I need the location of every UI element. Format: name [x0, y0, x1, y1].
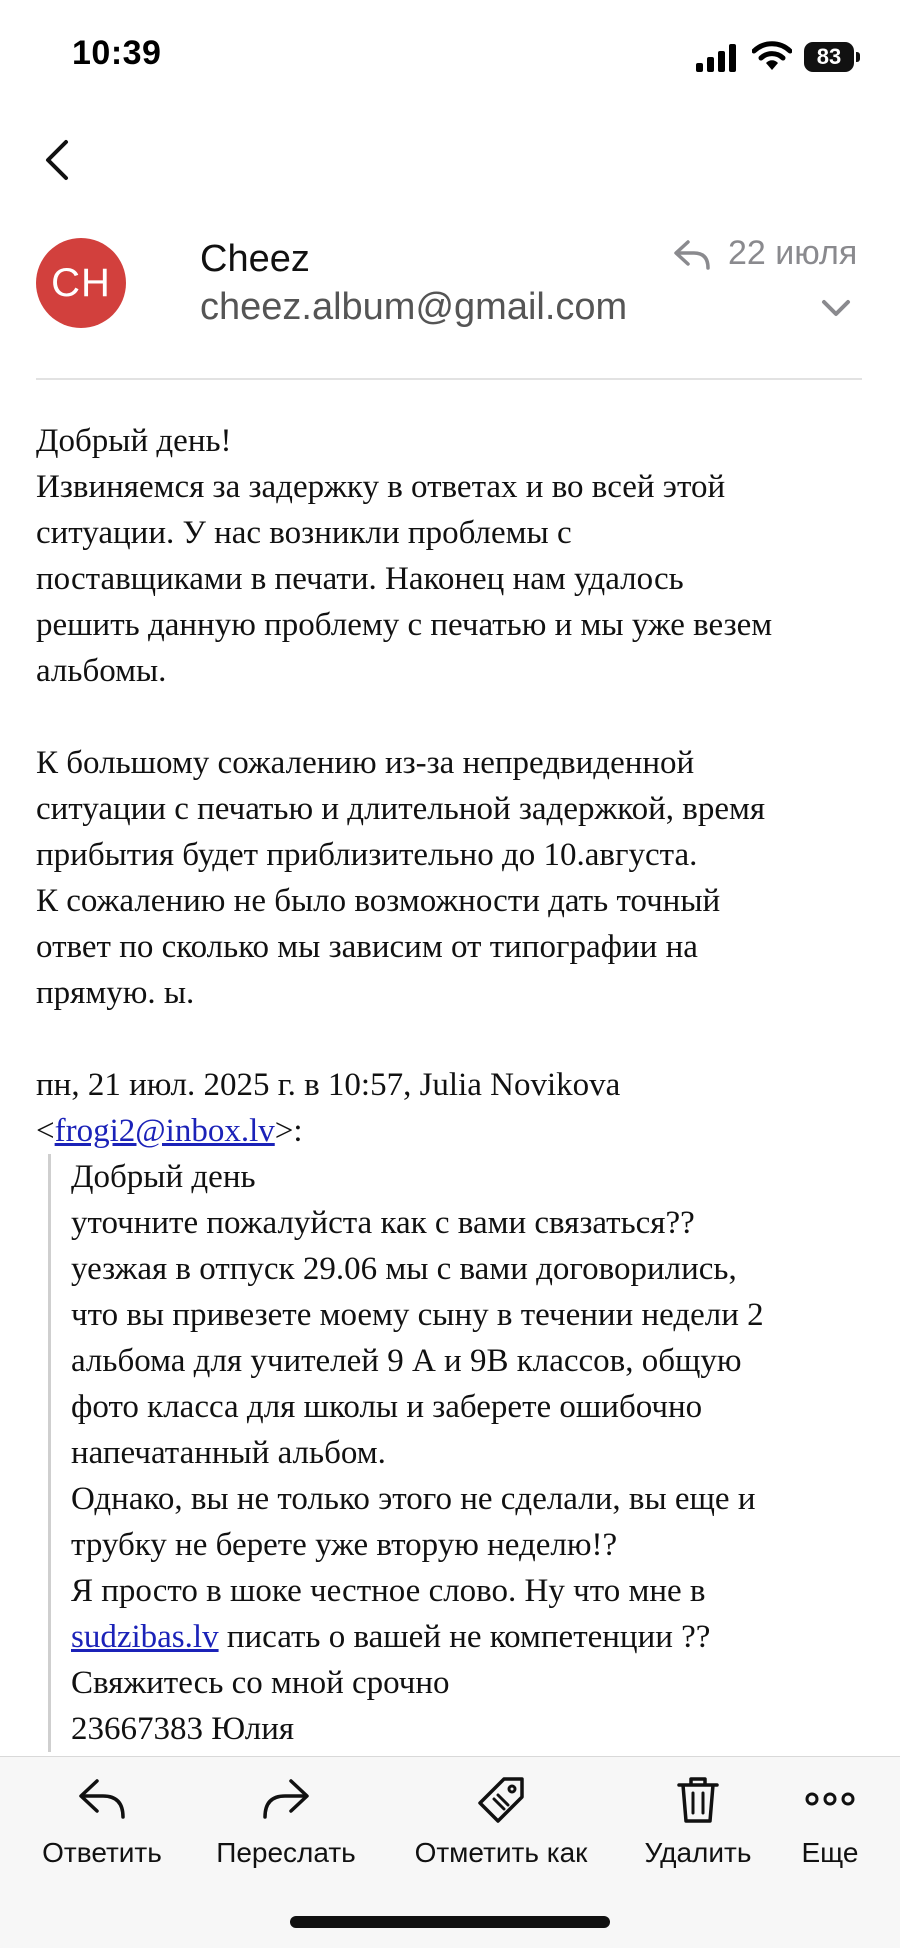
- forward-button[interactable]: [206, 1775, 366, 1869]
- body-line: Извиняемся за задержку в ответах и во всей этой: [36, 469, 726, 505]
- body-line: ситуации. У нас возникли проблемы с: [36, 515, 572, 551]
- body-line: ответ по сколько мы зависим от типографии на: [36, 929, 698, 965]
- sender-name[interactable]: Cheez: [200, 238, 310, 280]
- ellipsis-icon: [803, 1775, 857, 1823]
- quote-line: Однако, вы не только этого не сделали, вы еще и: [71, 1481, 756, 1517]
- more-label: Еще: [801, 1837, 859, 1868]
- battery-level: 83: [804, 42, 854, 72]
- quote-line: трубку не берете уже вторую неделю!?: [71, 1527, 618, 1563]
- quote-line: Свяжитесь со мной срочно: [71, 1665, 450, 1701]
- trash-icon: [671, 1775, 725, 1823]
- avatar: CH: [36, 238, 126, 328]
- angle-close: >:: [274, 1113, 303, 1149]
- quote-line: уточните пожалуйста как с вами связаться??: [71, 1205, 695, 1241]
- chevron-down-icon[interactable]: [818, 296, 854, 320]
- reply-button[interactable]: [32, 1775, 172, 1869]
- sudzibas-link[interactable]: sudzibas.lv: [71, 1619, 219, 1655]
- wifi-icon: [752, 40, 792, 72]
- body-line: ситуации с печатью и длительной задержкой, время: [36, 791, 766, 827]
- forward-label: Переслать: [216, 1837, 356, 1868]
- quote-attribution-email-line: [36, 1108, 866, 1154]
- quoted-message: [48, 1154, 866, 1752]
- quote-line: Я просто в шоке честное слово. Ну что мне в: [71, 1573, 706, 1609]
- quote-link-tail: писать о вашей не компетенции ??: [218, 1619, 711, 1655]
- paragraph-gap: [36, 694, 866, 740]
- quote-line: что вы привезете моему сыну в течении недели 2: [71, 1297, 764, 1333]
- more-button[interactable]: [790, 1775, 870, 1869]
- battery-tip: [856, 52, 860, 62]
- delete-button[interactable]: [638, 1775, 758, 1869]
- quote-line: 23667383 Юлия: [71, 1711, 295, 1747]
- message-body: [36, 418, 866, 1752]
- quote-attribution: пн, 21 июл. 2025 г. в 10:57, Julia Novikova: [36, 1067, 621, 1103]
- battery-icon: [804, 42, 860, 72]
- body-line: поставщиками в печати. Наконец нам удалось: [36, 561, 684, 597]
- tag-icon: [474, 1775, 528, 1823]
- angle-open: <: [36, 1113, 55, 1149]
- mail-date: 22 июля: [728, 234, 858, 272]
- mark-as-label: Отметить как: [414, 1837, 588, 1868]
- body-line: прибытия будет приблизительно до 10.августа.: [36, 837, 698, 873]
- reply-label: Ответить: [42, 1837, 162, 1868]
- quote-line: фото класса для школы и заберете ошибочно: [71, 1389, 703, 1425]
- forward-icon: [259, 1775, 313, 1823]
- reply-icon: [75, 1775, 129, 1823]
- status-time: 10:39: [72, 34, 162, 72]
- cellular-signal-icon: [696, 44, 738, 72]
- body-line: альбомы.: [36, 653, 167, 689]
- replied-arrow-icon: [672, 238, 712, 272]
- quote-line: напечатанный альбом.: [71, 1435, 386, 1471]
- sender-email[interactable]: cheez.album@gmail.com: [200, 286, 628, 328]
- quote-line: Добрый день: [71, 1159, 256, 1195]
- delete-label: Удалить: [644, 1837, 752, 1868]
- body-line: К большому сожалению из-за непредвиденной: [36, 745, 695, 781]
- quote-line-with-link: [71, 1614, 866, 1660]
- quote-line: уезжая в отпуск 29.06 мы с вами договорились,: [71, 1251, 737, 1287]
- body-line: Добрый день!: [36, 423, 232, 459]
- quote-line: альбома для учителей 9 А и 9В классов, общую: [71, 1343, 742, 1379]
- back-chevron-icon[interactable]: [30, 130, 90, 190]
- paragraph-gap: [36, 1016, 866, 1062]
- body-line: решить данную проблему с печатью и мы уже везем: [36, 607, 773, 643]
- body-line: К сожалению не было возможности дать точный: [36, 883, 721, 919]
- body-line: прямую. ы.: [36, 975, 195, 1011]
- status-bar: [0, 0, 900, 110]
- home-indicator[interactable]: [290, 1916, 610, 1928]
- header-divider: [36, 378, 862, 380]
- mark-as-button[interactable]: [404, 1775, 598, 1869]
- quoted-email-link[interactable]: frogi2@inbox.lv: [54, 1113, 275, 1149]
